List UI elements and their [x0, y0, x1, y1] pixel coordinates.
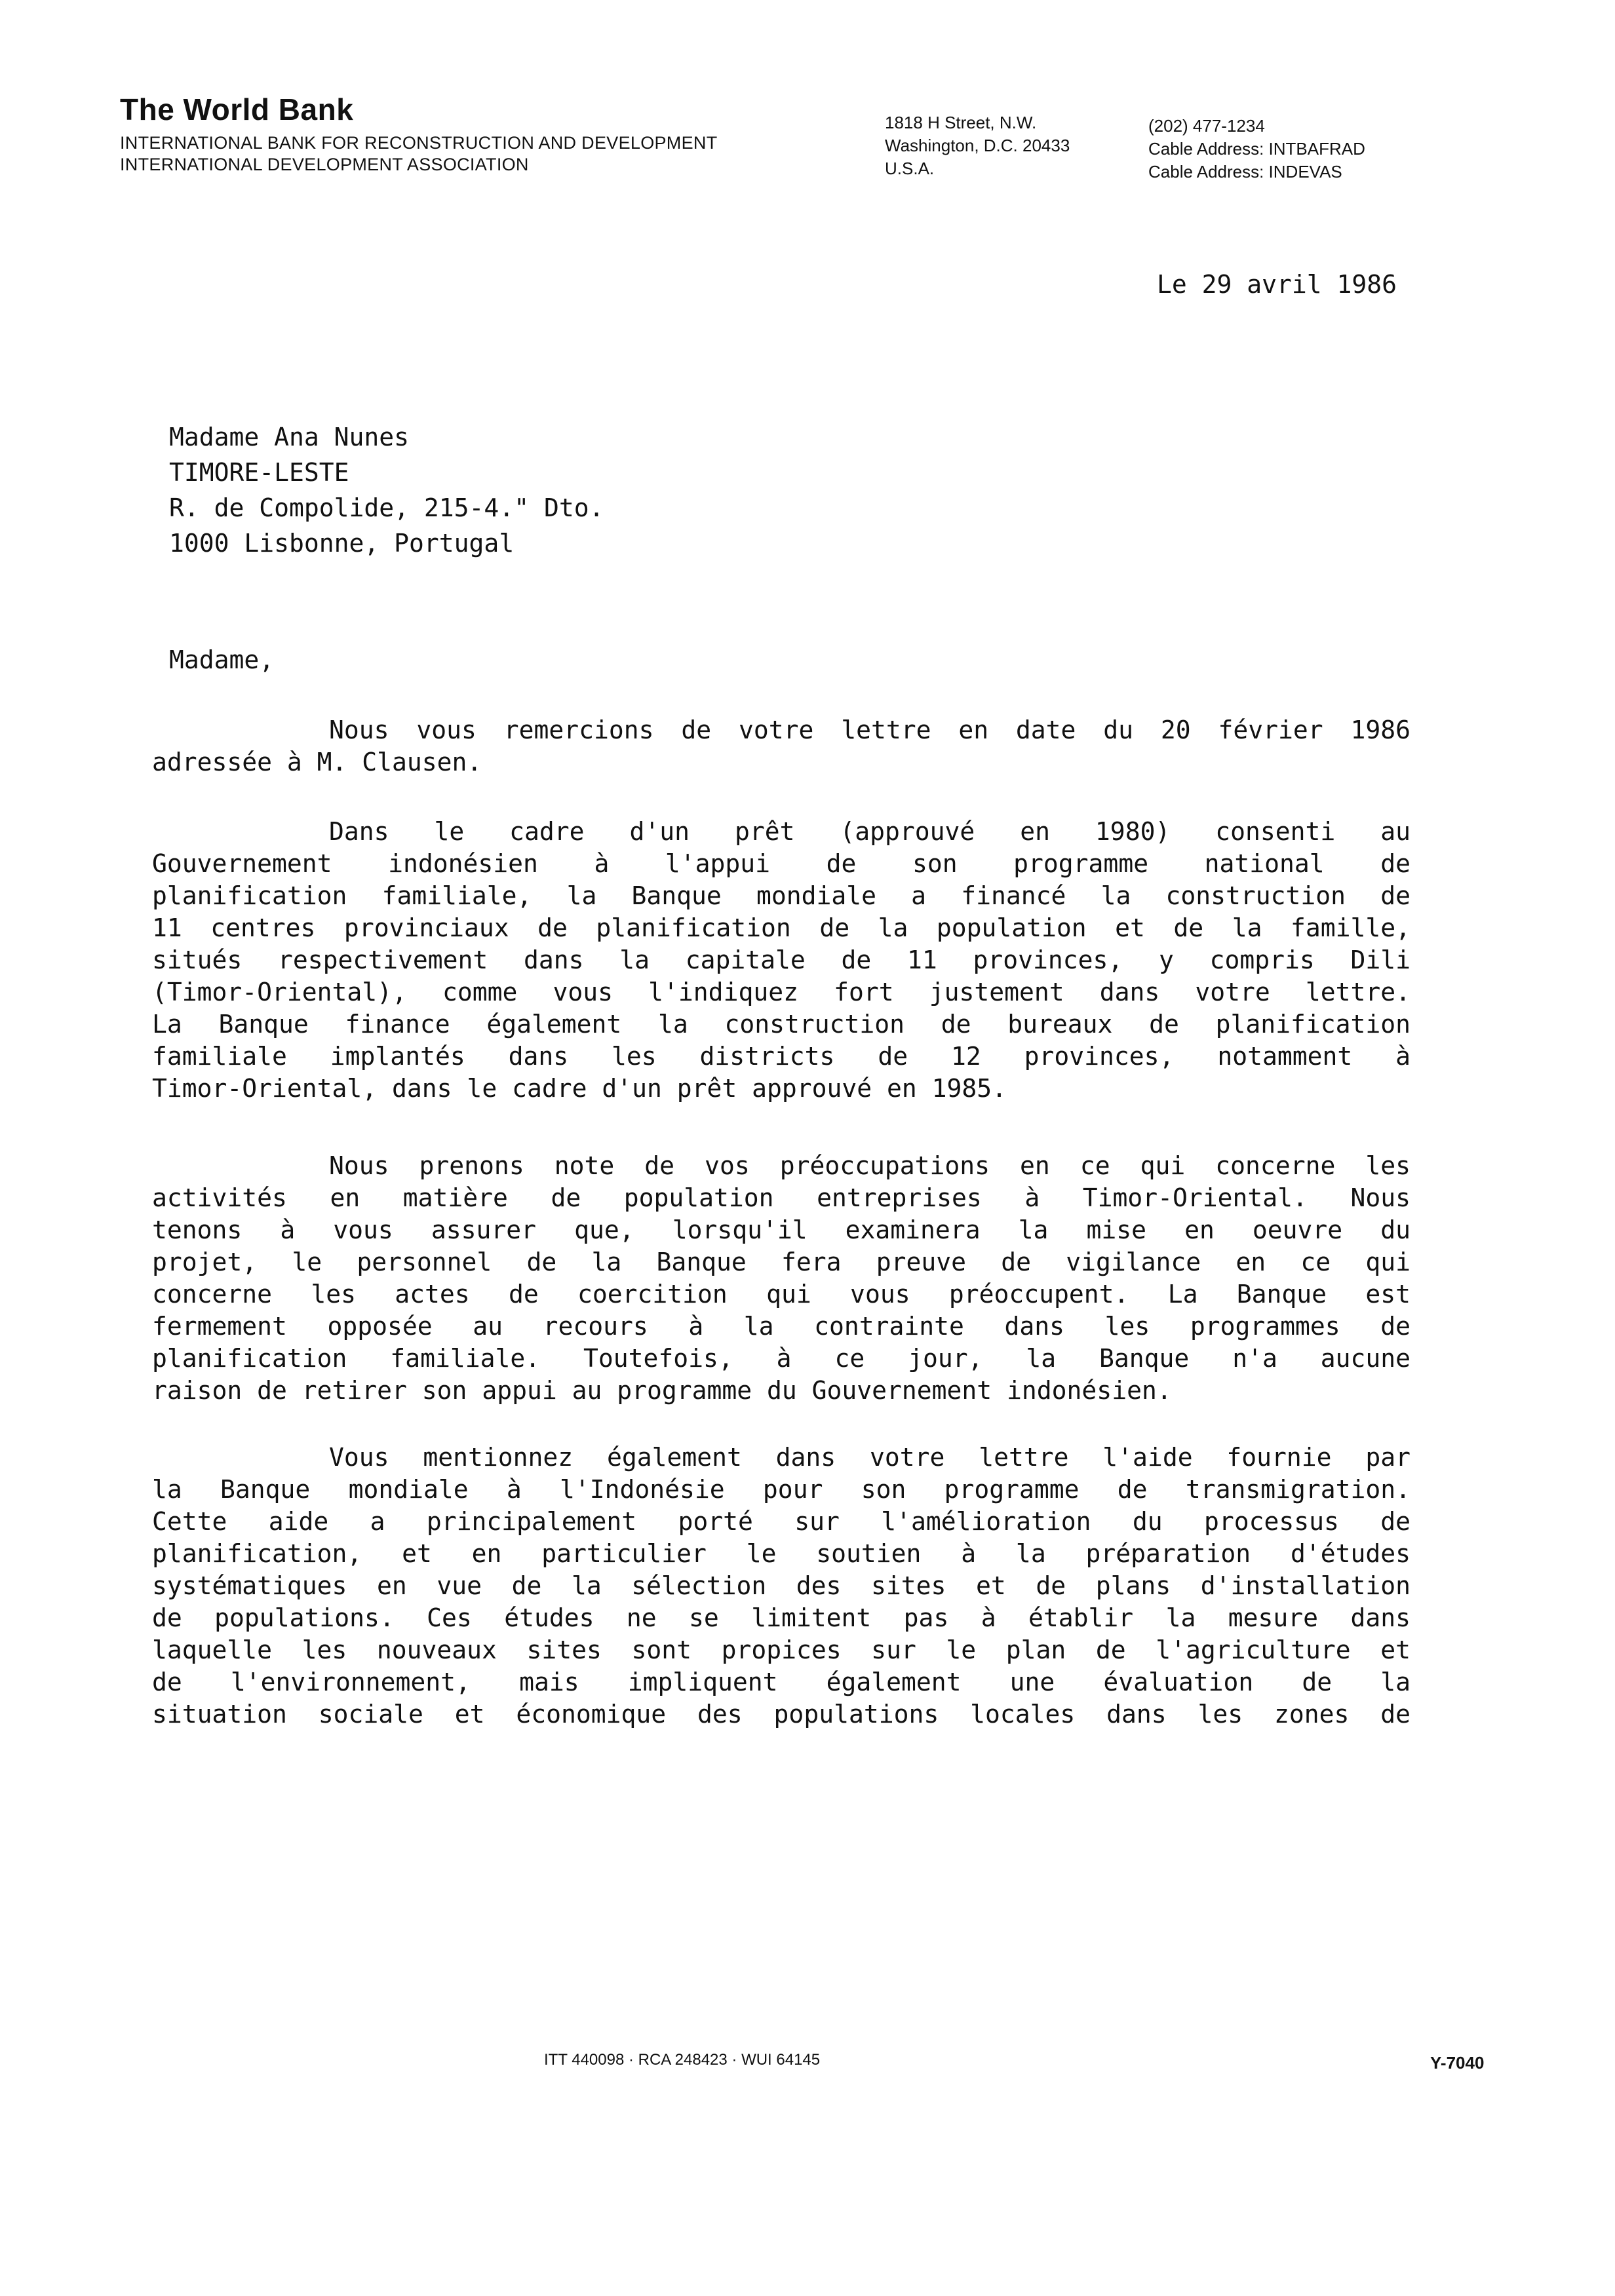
contact-info — [1148, 115, 1365, 183]
text-line: (Timor-Oriental), comme vous l'indiquez fort justement dans votre lettre. — [152, 978, 1411, 1006]
text-line: La Banque finance également la construction de bureaux de planification — [152, 1010, 1411, 1039]
cable-address: Cable Address: INTBAFRAD — [1148, 139, 1365, 159]
text-line: planification, et en particulier le soutien à la préparation d'études — [152, 1539, 1411, 1568]
text-line: Nous vous remercions de votre lettre en date du 20 février 1986 — [329, 716, 1411, 744]
cable-address: Cable Address: INDEVAS — [1148, 162, 1342, 182]
recipient-line: 1000 Lisbonne, Portugal — [169, 529, 515, 558]
text-line: planification familiale. Toutefois, à ce jour, la Banque n'a aucune — [152, 1344, 1411, 1373]
text-line: 11 centres provinciaux de planification de la population et de la famille, — [152, 913, 1411, 942]
text-line: Timor-Oriental, dans le cadre d'un prêt approuvé en 1985. — [152, 1074, 1007, 1103]
text-line: concerne les actes de coercition qui vous préoccupent. La Banque est — [152, 1280, 1411, 1309]
phone-number: (202) 477-1234 — [1148, 116, 1265, 136]
text-line: tenons à vous assurer que, lorsqu'il examinera la mise en oeuvre du — [152, 1215, 1411, 1244]
text-line: activités en matière de population entreprises à Timor-Oriental. Nous — [152, 1183, 1411, 1212]
text-line: familiale implantés dans les districts de 12 provinces, notamment à — [152, 1042, 1411, 1071]
text-line: Nous prenons note de vos préoccupations en ce qui concerne les — [329, 1151, 1411, 1180]
address-line: 1818 H Street, N.W. — [885, 113, 1037, 132]
telex-numbers: ITT 440098 · RCA 248423 · WUI 64145 — [544, 2051, 821, 2069]
text-line: Vous mentionnez également dans votre lettre l'aide fournie par — [329, 1443, 1411, 1472]
text-line: Dans le cadre d'un prêt (approuvé en 1980) consenti au — [329, 817, 1411, 846]
text-line: raison de retirer son appui au programme du Gouvernement indonésien. — [152, 1376, 1172, 1405]
text-line: systématiques en vue de la sélection des sites et de plans d'installation — [152, 1571, 1411, 1600]
org-subtitle-ida: INTERNATIONAL DEVELOPMENT ASSOCIATION — [120, 155, 529, 174]
paragraph-3 — [152, 1150, 1411, 1407]
letter-date: Le 29 avril 1986 — [1157, 270, 1397, 299]
text-line: fermement opposée au recours à la contrainte dans les programmes de — [152, 1312, 1411, 1341]
address-line: Washington, D.C. 20433 — [885, 136, 1070, 155]
text-line: de l'environnement, mais impliquent également une évaluation de la — [152, 1668, 1411, 1696]
paragraph-4 — [152, 1442, 1411, 1731]
text-line: Gouvernement indonésien à l'appui de son programme national de — [152, 849, 1411, 878]
salutation: Madame, — [169, 645, 275, 674]
text-line: laquelle les nouveaux sites sont propices sur le plan de l'agriculture et — [152, 1636, 1411, 1664]
text-line: planification familiale, la Banque mondiale a financé la construction de — [152, 881, 1411, 910]
recipient-line: R. de Compolide, 215-4." Dto. — [169, 493, 604, 522]
text-line: de populations. Ces études ne se limitent pas à établir la mesure dans — [152, 1603, 1411, 1632]
org-subtitle-ibrd: INTERNATIONAL BANK FOR RECONSTRUCTION AND DEVELOPMENT — [120, 133, 718, 153]
paragraph-1 — [152, 714, 1411, 778]
text-line: adressée à M. Clausen. — [152, 748, 482, 776]
document-number: Y-7040 — [1430, 2053, 1485, 2073]
paragraph-2 — [152, 816, 1411, 1105]
org-name: The World Bank — [120, 92, 354, 126]
recipient-block — [169, 419, 604, 561]
text-line: la Banque mondiale à l'Indonésie pour son programme de transmigration. — [152, 1475, 1411, 1504]
text-line: situés respectivement dans la capitale de 11 provinces, y compris Dili — [152, 946, 1411, 974]
text-line: projet, le personnel de la Banque fera preuve de vigilance en ce qui — [152, 1248, 1411, 1276]
recipient-line: Madame Ana Nunes — [169, 423, 410, 451]
street-address — [885, 111, 1070, 180]
text-line: situation sociale et économique des populations locales dans les zones de — [152, 1700, 1411, 1729]
address-line: U.S.A. — [885, 159, 935, 178]
recipient-line: TIMORE-LESTE — [169, 458, 349, 487]
text-line: Cette aide a principalement porté sur l'amélioration du processus de — [152, 1507, 1411, 1536]
